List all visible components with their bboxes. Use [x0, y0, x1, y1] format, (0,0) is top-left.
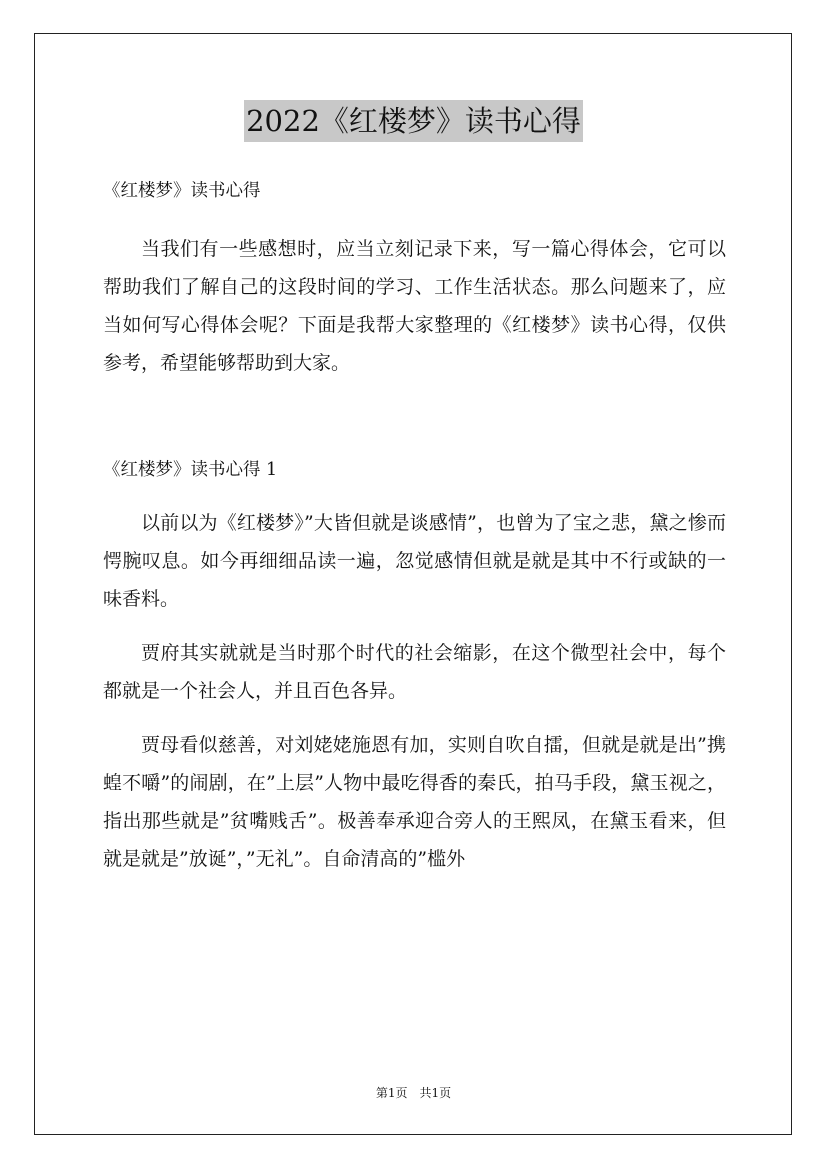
document-body [103, 172, 726, 878]
body-paragraph: 贾母看似慈善，对刘姥姥施恩有加，实则自吹自擂，但就是就是出”携蝗不嚼”的闹剧，在”上层”人物中最吃得香的秦氏，拍马手段，黛玉视之，指出那些就是”贫嘴贱舌”。极善奉承迎合旁人的王熙凤，在黛玉看来，但就是就是”放诞”，”无礼”。自命清高的”槛外 [103, 734, 726, 870]
page-footer [0, 1085, 827, 1101]
document-title [0, 100, 827, 142]
page-number: 第1页 共1页 [375, 1086, 452, 1100]
section-title: 《红楼梦》读书心得 1 [103, 460, 278, 480]
body-paragraph: 以前以为《红楼梦》”大皆但就是谈感情”，也曾为了宝之悲，黛之惨而愕腕叹息。如今再细细品读一遍，忽觉感情但就是就是其中不行或缺的一味香料。 [103, 512, 726, 610]
body-paragraph: 贾府其实就就是当时那个时代的社会缩影，在这个微型社会中，每个都就是一个社会人，并且百色各异。 [103, 642, 726, 702]
document-title-text: 2022《红楼梦》读书心得 [244, 100, 583, 142]
document-subtitle: 《红楼梦》读书心得 [103, 181, 261, 201]
intro-paragraph: 当我们有一些感想时，应当立刻记录下来，写一篇心得体会，它可以帮助我们了解自己的这段时间的学习、工作生活状态。那么问题来了，应当如何写心得体会呢？下面是我帮大家整理的《红楼梦》读书心得，仅供参考，希望能够帮助到大家。 [103, 238, 726, 374]
